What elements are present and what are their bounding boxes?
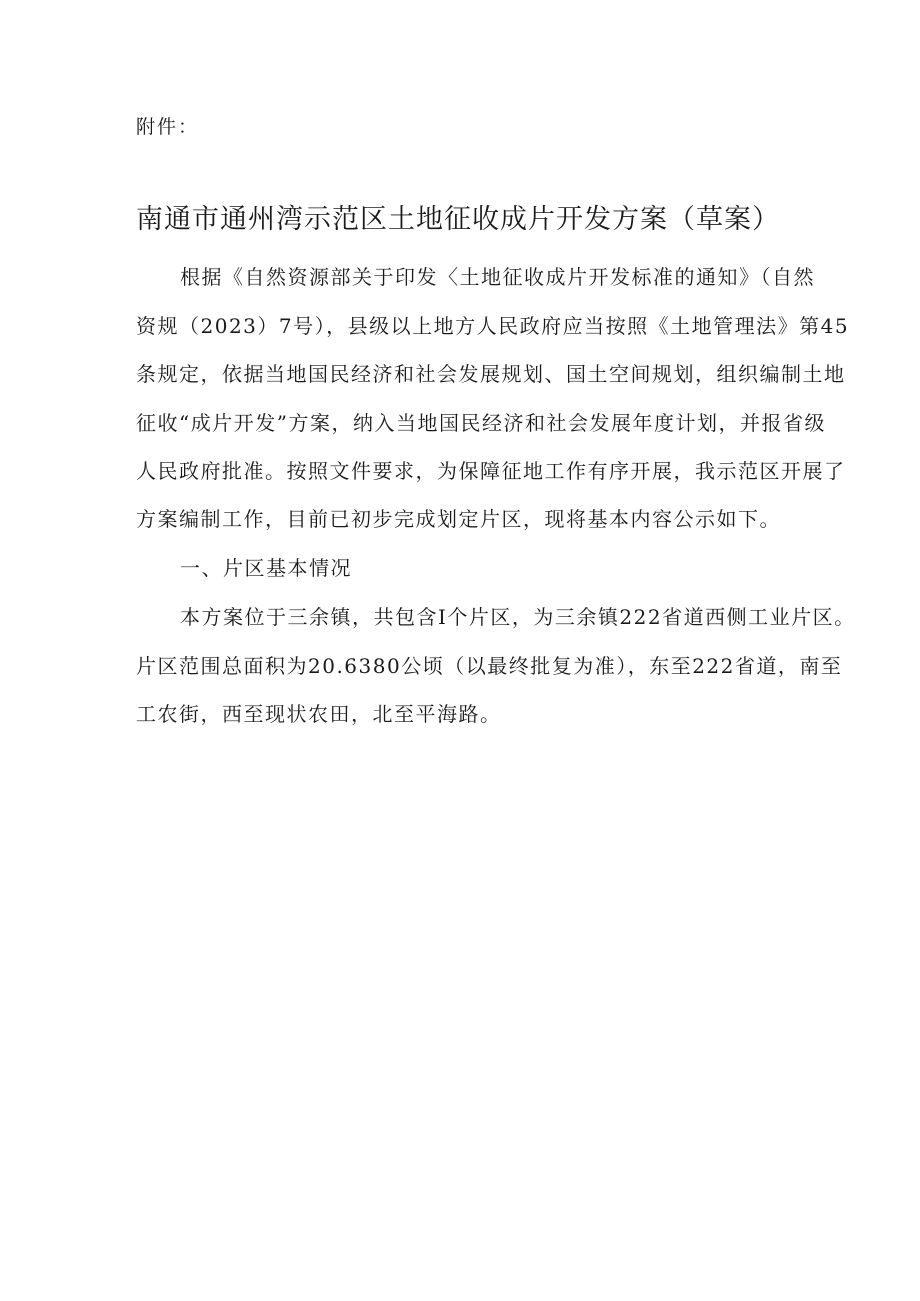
intro-line-6: 方案编制工作，目前已初步完成划定片区，现将基本内容公示如下。	[136, 507, 781, 531]
attachment-label: 附件：	[136, 116, 200, 138]
intro-line-3: 条规定，依据当地国民经济和社会发展规划、国土空间规划，组织编制土地	[136, 362, 846, 386]
section-line-1: 本方案位于三余镇，共包含I个片区，为三余镇222省道西侧工业片区。	[180, 605, 856, 629]
intro-line-4: 征收“成片开发”方案，纳入当地国民经济和社会发展年度计划，并报省级	[136, 411, 826, 435]
document-title: 南通市通州湾示范区土地征收成片开发方案（草案）	[136, 204, 780, 235]
intro-line-2: 资规（2023）7号），县级以上地方人民政府应当按照《土地管理法》第45	[136, 314, 850, 338]
section-heading: 一、片区基本情况	[180, 556, 352, 580]
section-line-2: 片区范围总面积为20.6380公顷（以最终批复为准），东至222省道，南至	[136, 654, 843, 678]
intro-line-1: 根据《自然资源部关于印发〈土地征收成片开发标准的通知》（自然	[180, 265, 815, 289]
intro-line-5: 人民政府批准。按照文件要求，为保障征地工作有序开展，我示范区开展了	[136, 459, 846, 483]
section-line-3: 工农街，西至现状农田，北至平海路。	[136, 702, 502, 726]
